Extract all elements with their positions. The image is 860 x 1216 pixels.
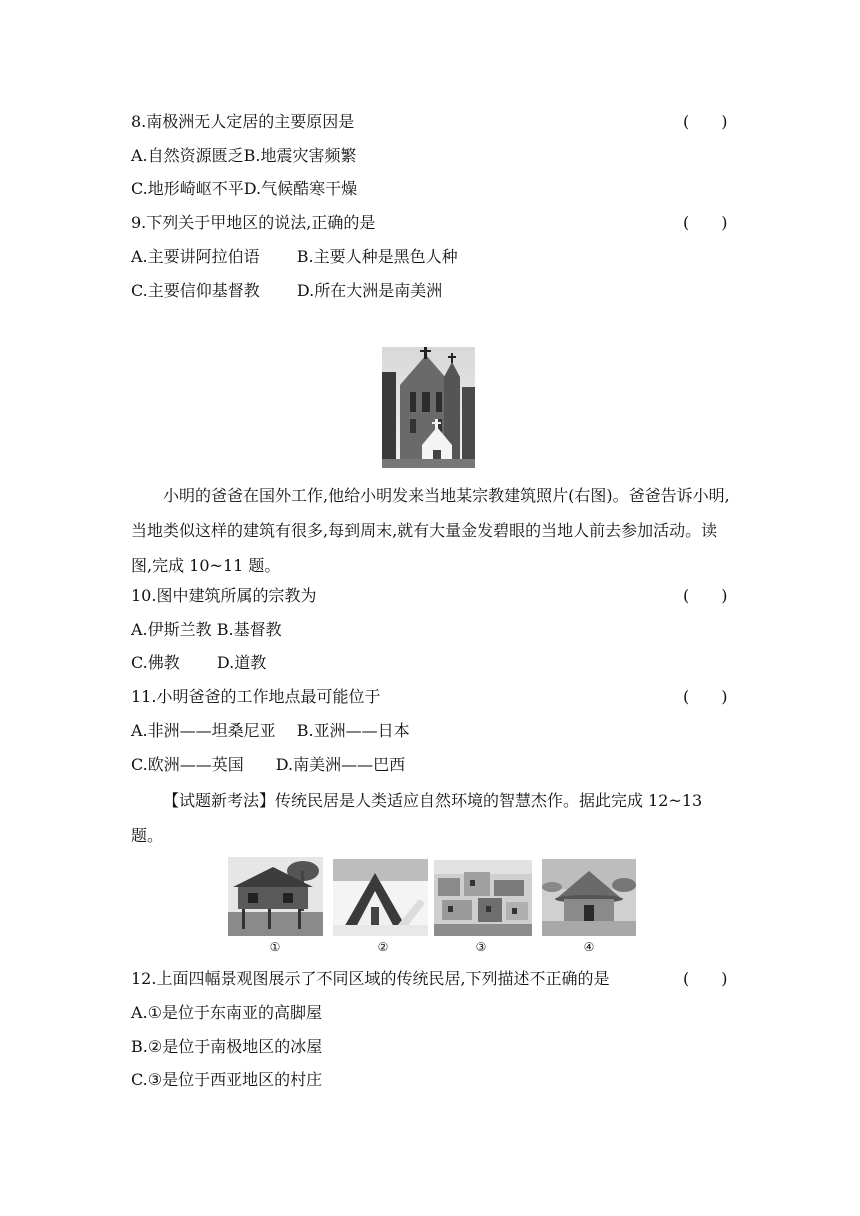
q10-answer-paren: ( ): [683, 586, 728, 605]
q11-stem: 11.小明爸爸的工作地点最可能位于: [131, 687, 381, 706]
intro-10-11: 小明的爸爸在国外工作,他给小明发来当地某宗教建筑照片(右图)。爸爸告诉小明,当地类似这样的建筑有很多,每到周末,就有大量金发碧眼的当地人前去参加活动。读图,完成 10~11 题。: [131, 486, 730, 575]
stilt-house-photo: [228, 857, 323, 936]
q11-options-ab: A.非洲——坦桑尼亚 B.亚洲——日本: [131, 721, 410, 740]
q11-answer-paren: ( ): [683, 687, 728, 706]
dwelling-caption-3: ③: [475, 940, 487, 954]
intro-12-13: 【试题新考法】传统民居是人类适应自然环境的智慧杰作。据此完成 12~13 题。: [131, 791, 703, 845]
q9-options-cd: C.主要信仰基督教 D.所在大洲是南美洲: [131, 281, 443, 300]
dwelling-caption-2: ②: [377, 940, 389, 954]
q11-options-cd: C.欧洲——英国 D.南美洲——巴西: [131, 755, 406, 774]
q9-options-ab: A.主要讲阿拉伯语 B.主要人种是黑色人种: [131, 247, 458, 266]
ice-house-photo: [333, 859, 428, 936]
q9-answer-paren: ( ): [683, 213, 728, 232]
q8-stem: 8.南极洲无人定居的主要原因是: [131, 112, 355, 131]
q12-stem: 12.上面四幅景观图展示了不同区域的传统民居,下列描述不正确的是: [131, 969, 610, 988]
dwelling-caption-1: ①: [269, 940, 281, 954]
q9-stem: 9.下列关于甲地区的说法,正确的是: [131, 213, 376, 232]
q10-options-ab: A.伊斯兰教 B.基督教: [131, 620, 282, 639]
church-photo: [382, 347, 475, 468]
q12-option-a: A.①是位于东南亚的高脚屋: [131, 1003, 322, 1022]
q12-option-b: B.②是位于南极地区的冰屋: [131, 1037, 323, 1056]
q12-option-c: C.③是位于西亚地区的村庄: [131, 1070, 323, 1089]
dwelling-caption-4: ④: [583, 940, 595, 954]
q8-options-cd: C.地形崎岖不平D.气候酷寒干燥: [131, 179, 358, 198]
q10-stem: 10.图中建筑所属的宗教为: [131, 586, 317, 605]
q8-answer-paren: ( ): [683, 112, 728, 131]
q10-options-cd: C.佛教 D.道教: [131, 653, 267, 672]
village-photo: [434, 860, 532, 936]
thatched-hut-photo: [542, 859, 636, 936]
q12-answer-paren: ( ): [683, 969, 728, 988]
q8-options-ab: A.自然资源匮乏B.地震灾害频繁: [131, 146, 357, 165]
